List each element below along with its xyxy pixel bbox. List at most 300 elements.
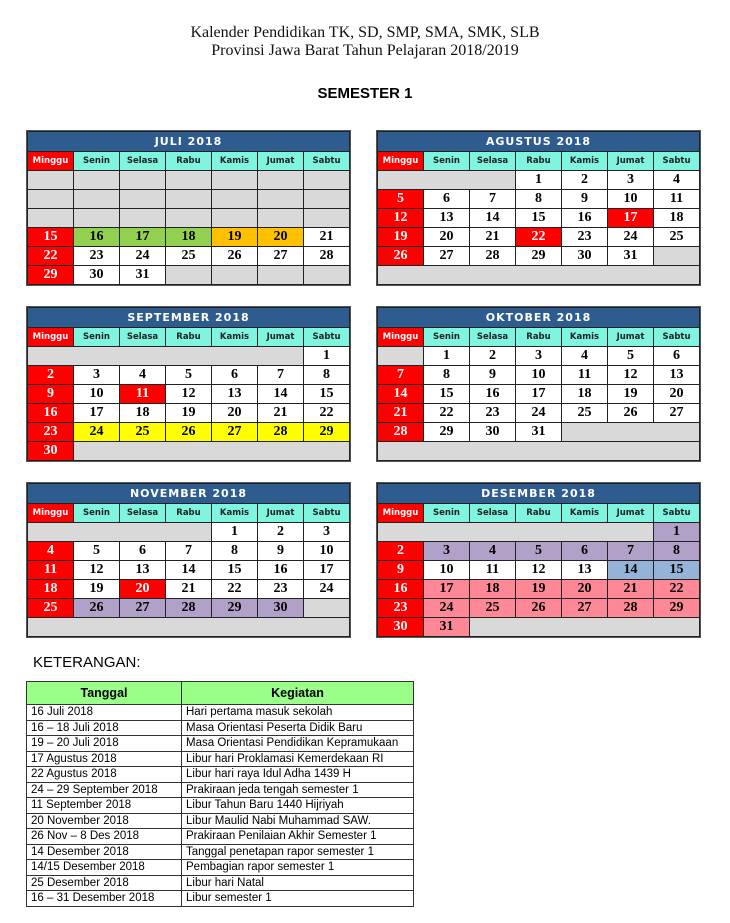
day-name-header: Sabtu [654, 328, 700, 347]
empty-cell [28, 209, 74, 228]
day-name-header: Kamis [562, 328, 608, 347]
day-cell: 6 [424, 190, 470, 209]
empty-cell [74, 209, 120, 228]
week-row [28, 247, 350, 266]
week-row [378, 266, 700, 285]
day-cell: 9 [562, 190, 608, 209]
day-cell: 6 [562, 542, 608, 561]
day-name-header: Senin [74, 328, 120, 347]
table-row [27, 860, 414, 876]
day-cell: 17 [304, 561, 350, 580]
month-title: DESEMBER 2018 [378, 484, 700, 504]
empty-cell [28, 190, 74, 209]
empty-cell [654, 247, 700, 266]
day-cell: 19 [608, 385, 654, 404]
month-calendar [376, 306, 701, 462]
day-name-header: Jumat [258, 504, 304, 523]
empty-cell [74, 171, 120, 190]
day-cell: 1 [212, 523, 258, 542]
week-row [378, 404, 700, 423]
week-row [28, 171, 350, 190]
day-name-header: Jumat [608, 328, 654, 347]
day-cell: 10 [304, 542, 350, 561]
week-row [28, 523, 350, 542]
empty-cell [28, 523, 212, 542]
activity-cell: Libur Maulid Nabi Muhammad SAW. [182, 813, 414, 829]
day-name-header: Sabtu [304, 504, 350, 523]
day-cell: 10 [74, 385, 120, 404]
day-cell: 17 [424, 580, 470, 599]
month-calendar [26, 130, 351, 286]
week-row [378, 423, 700, 442]
day-cell: 22 [212, 580, 258, 599]
week-row [28, 266, 350, 285]
activity-cell: Masa Orientasi Pendidikan Kepramukaan [182, 736, 414, 752]
day-cell: 2 [562, 171, 608, 190]
day-name-header: Selasa [120, 152, 166, 171]
day-cell: 25 [166, 247, 212, 266]
week-row [28, 599, 350, 618]
day-cell: 15 [304, 385, 350, 404]
week-row [28, 228, 350, 247]
activity-cell: Prakiraan Penilaian Akhir Semester 1 [182, 829, 414, 845]
day-cell: 23 [562, 228, 608, 247]
day-cell: 30 [378, 618, 424, 637]
day-cell: 5 [516, 542, 562, 561]
day-name-header: Minggu [378, 328, 424, 347]
day-cell: 8 [304, 366, 350, 385]
day-cell: 25 [120, 423, 166, 442]
week-row [378, 523, 700, 542]
day-cell: 18 [28, 580, 74, 599]
day-cell: 20 [120, 580, 166, 599]
day-cell: 12 [516, 561, 562, 580]
day-cell: 14 [258, 385, 304, 404]
day-cell: 6 [212, 366, 258, 385]
day-cell: 3 [608, 171, 654, 190]
week-row [378, 580, 700, 599]
day-cell: 24 [120, 247, 166, 266]
week-row [28, 190, 350, 209]
day-cell: 28 [378, 423, 424, 442]
table-row [27, 751, 414, 767]
date-cell: 16 – 31 Desember 2018 [27, 891, 182, 907]
week-row [378, 385, 700, 404]
day-cell: 10 [516, 366, 562, 385]
column-header-activity: Kegiatan [182, 682, 414, 705]
day-cell: 24 [608, 228, 654, 247]
day-cell: 24 [516, 404, 562, 423]
activity-cell: Libur hari Proklamasi Kemerdekaan RI [182, 751, 414, 767]
month-calendar [376, 130, 701, 286]
day-cell: 5 [378, 190, 424, 209]
day-cell: 30 [28, 442, 74, 461]
day-name-header: Minggu [378, 504, 424, 523]
day-cell: 8 [516, 190, 562, 209]
week-row [378, 561, 700, 580]
column-header-date: Tanggal [27, 682, 182, 705]
day-cell: 4 [28, 542, 74, 561]
table-row [27, 736, 414, 752]
table-row [27, 875, 414, 891]
day-cell: 1 [654, 523, 700, 542]
empty-cell [166, 266, 212, 285]
day-cell: 12 [608, 366, 654, 385]
day-cell: 2 [470, 347, 516, 366]
day-name-header: Minggu [378, 152, 424, 171]
week-row [28, 442, 350, 461]
day-name-header: Kamis [212, 152, 258, 171]
day-name-header: Selasa [120, 504, 166, 523]
legend-heading: KETERANGAN: [33, 654, 141, 671]
day-name-header: Jumat [258, 152, 304, 171]
day-cell: 25 [562, 404, 608, 423]
day-cell: 20 [654, 385, 700, 404]
day-cell: 15 [424, 385, 470, 404]
day-cell: 25 [654, 228, 700, 247]
day-cell: 13 [562, 561, 608, 580]
day-cell: 18 [562, 385, 608, 404]
day-cell: 24 [304, 580, 350, 599]
week-row [378, 228, 700, 247]
date-cell: 20 November 2018 [27, 813, 182, 829]
week-row [28, 404, 350, 423]
empty-cell [212, 266, 258, 285]
day-cell: 10 [608, 190, 654, 209]
empty-cell [378, 266, 700, 285]
day-name-header: Kamis [212, 504, 258, 523]
month-title: JULI 2018 [28, 132, 350, 152]
week-row [378, 209, 700, 228]
day-cell: 27 [654, 404, 700, 423]
day-cell: 29 [28, 266, 74, 285]
day-cell: 19 [378, 228, 424, 247]
day-cell: 14 [470, 209, 516, 228]
day-name-header: Rabu [516, 328, 562, 347]
date-cell: 14 Desember 2018 [27, 844, 182, 860]
day-cell: 6 [654, 347, 700, 366]
day-cell: 29 [212, 599, 258, 618]
empty-cell [28, 171, 74, 190]
day-cell: 7 [378, 366, 424, 385]
day-cell: 7 [166, 542, 212, 561]
day-cell: 22 [424, 404, 470, 423]
day-cell: 24 [74, 423, 120, 442]
day-cell: 13 [424, 209, 470, 228]
week-row [28, 542, 350, 561]
week-row [28, 209, 350, 228]
day-name-header: Minggu [28, 152, 74, 171]
day-cell: 17 [608, 209, 654, 228]
activity-cell: Hari pertama masuk sekolah [182, 705, 414, 721]
day-cell: 28 [166, 599, 212, 618]
day-cell: 30 [562, 247, 608, 266]
date-cell: 26 Nov – 8 Des 2018 [27, 829, 182, 845]
day-cell: 11 [470, 561, 516, 580]
day-cell: 1 [516, 171, 562, 190]
activity-cell: Pembagian rapor semester 1 [182, 860, 414, 876]
day-cell: 8 [424, 366, 470, 385]
week-row [378, 542, 700, 561]
day-cell: 13 [212, 385, 258, 404]
day-cell: 19 [516, 580, 562, 599]
legend-table [26, 681, 414, 907]
day-cell: 3 [516, 347, 562, 366]
week-row [378, 190, 700, 209]
month-title: SEPTEMBER 2018 [28, 308, 350, 328]
day-cell: 11 [28, 561, 74, 580]
table-row [27, 798, 414, 814]
day-cell: 4 [120, 366, 166, 385]
empty-cell [166, 209, 212, 228]
date-cell: 22 Agustus 2018 [27, 767, 182, 783]
empty-cell [28, 347, 304, 366]
day-cell: 1 [304, 347, 350, 366]
empty-cell [212, 209, 258, 228]
day-cell: 17 [74, 404, 120, 423]
day-cell: 14 [166, 561, 212, 580]
day-name-header: Rabu [516, 152, 562, 171]
empty-cell [258, 190, 304, 209]
month-title: AGUSTUS 2018 [378, 132, 700, 152]
empty-cell [74, 442, 350, 461]
month-title: NOVEMBER 2018 [28, 484, 350, 504]
day-name-header: Kamis [212, 328, 258, 347]
day-cell: 27 [424, 247, 470, 266]
empty-cell [120, 190, 166, 209]
day-name-header: Selasa [470, 328, 516, 347]
day-cell: 31 [516, 423, 562, 442]
week-row [378, 171, 700, 190]
table-row [27, 829, 414, 845]
month-title: OKTOBER 2018 [378, 308, 700, 328]
day-cell: 29 [424, 423, 470, 442]
day-cell: 9 [470, 366, 516, 385]
table-row [27, 720, 414, 736]
day-cell: 1 [424, 347, 470, 366]
day-cell: 27 [562, 599, 608, 618]
day-cell: 13 [120, 561, 166, 580]
day-cell: 30 [470, 423, 516, 442]
day-cell: 26 [212, 247, 258, 266]
week-row [378, 347, 700, 366]
day-name-header: Sabtu [304, 152, 350, 171]
day-cell: 20 [562, 580, 608, 599]
empty-cell [212, 171, 258, 190]
empty-cell [470, 618, 700, 637]
day-cell: 21 [258, 404, 304, 423]
activity-cell: Libur Tahun Baru 1440 Hijriyah [182, 798, 414, 814]
day-cell: 21 [470, 228, 516, 247]
day-cell: 26 [378, 247, 424, 266]
day-cell: 16 [28, 404, 74, 423]
day-cell: 29 [516, 247, 562, 266]
day-cell: 15 [212, 561, 258, 580]
day-cell: 3 [74, 366, 120, 385]
day-cell: 27 [258, 247, 304, 266]
empty-cell [28, 618, 350, 637]
week-row [28, 347, 350, 366]
day-cell: 28 [258, 423, 304, 442]
day-name-header: Kamis [562, 152, 608, 171]
empty-cell [166, 171, 212, 190]
week-row [378, 442, 700, 461]
date-cell: 19 – 20 Juli 2018 [27, 736, 182, 752]
semester-heading: SEMESTER 1 [317, 85, 413, 102]
day-name-header: Senin [424, 152, 470, 171]
day-cell: 24 [424, 599, 470, 618]
day-cell: 8 [654, 542, 700, 561]
empty-cell [304, 190, 350, 209]
day-cell: 19 [212, 228, 258, 247]
day-cell: 17 [120, 228, 166, 247]
day-cell: 23 [74, 247, 120, 266]
day-cell: 31 [120, 266, 166, 285]
day-cell: 14 [378, 385, 424, 404]
day-cell: 27 [120, 599, 166, 618]
day-cell: 29 [654, 599, 700, 618]
day-cell: 7 [470, 190, 516, 209]
date-cell: 16 – 18 Juli 2018 [27, 720, 182, 736]
day-cell: 12 [166, 385, 212, 404]
week-row [378, 618, 700, 637]
week-row [378, 247, 700, 266]
day-cell: 18 [470, 580, 516, 599]
day-cell: 4 [654, 171, 700, 190]
day-cell: 15 [28, 228, 74, 247]
day-cell: 16 [74, 228, 120, 247]
day-cell: 11 [562, 366, 608, 385]
day-name-header: Jumat [608, 152, 654, 171]
day-cell: 20 [424, 228, 470, 247]
table-row [27, 767, 414, 783]
activity-cell: Tanggal penetapan rapor semester 1 [182, 844, 414, 860]
empty-cell [258, 266, 304, 285]
day-cell: 9 [378, 561, 424, 580]
day-cell: 26 [166, 423, 212, 442]
day-cell: 25 [28, 599, 74, 618]
day-cell: 22 [28, 247, 74, 266]
day-name-header: Selasa [470, 504, 516, 523]
day-cell: 30 [74, 266, 120, 285]
empty-cell [562, 423, 700, 442]
date-cell: 17 Agustus 2018 [27, 751, 182, 767]
day-cell: 4 [562, 347, 608, 366]
day-cell: 7 [608, 542, 654, 561]
day-name-header: Sabtu [654, 504, 700, 523]
empty-cell [304, 209, 350, 228]
date-cell: 11 September 2018 [27, 798, 182, 814]
table-row [27, 844, 414, 860]
empty-cell [212, 190, 258, 209]
day-cell: 26 [608, 404, 654, 423]
day-cell: 23 [258, 580, 304, 599]
day-cell: 23 [470, 404, 516, 423]
day-cell: 31 [608, 247, 654, 266]
date-cell: 16 Juli 2018 [27, 705, 182, 721]
day-cell: 17 [516, 385, 562, 404]
day-cell: 3 [304, 523, 350, 542]
day-cell: 12 [74, 561, 120, 580]
day-cell: 20 [212, 404, 258, 423]
day-cell: 25 [470, 599, 516, 618]
day-cell: 21 [378, 404, 424, 423]
empty-cell [166, 190, 212, 209]
day-cell: 26 [516, 599, 562, 618]
table-row [27, 813, 414, 829]
day-name-header: Rabu [166, 504, 212, 523]
day-name-header: Senin [74, 504, 120, 523]
document-title: Kalender Pendidikan TK, SD, SMP, SMA, SMK, SLB [190, 24, 540, 41]
day-name-header: Sabtu [654, 152, 700, 171]
document-subtitle: Provinsi Jawa Barat Tahun Pelajaran 2018/2019 [211, 42, 519, 59]
empty-cell [258, 209, 304, 228]
day-cell: 7 [258, 366, 304, 385]
date-cell: 14/15 Desember 2018 [27, 860, 182, 876]
month-calendar [26, 482, 351, 638]
day-cell: 9 [28, 385, 74, 404]
day-name-header: Jumat [258, 328, 304, 347]
day-name-header: Senin [424, 328, 470, 347]
week-row [28, 618, 350, 637]
table-row [27, 891, 414, 907]
activity-cell: Masa Orientasi Peserta Didik Baru [182, 720, 414, 736]
day-cell: 23 [28, 423, 74, 442]
day-cell: 16 [378, 580, 424, 599]
day-cell: 11 [654, 190, 700, 209]
day-cell: 5 [74, 542, 120, 561]
day-cell: 16 [470, 385, 516, 404]
day-name-header: Rabu [166, 152, 212, 171]
day-cell: 14 [608, 561, 654, 580]
day-cell: 2 [378, 542, 424, 561]
week-row [378, 366, 700, 385]
day-cell: 28 [470, 247, 516, 266]
empty-cell [378, 347, 424, 366]
day-cell: 23 [378, 599, 424, 618]
day-cell: 18 [120, 404, 166, 423]
day-cell: 18 [166, 228, 212, 247]
day-name-header: Rabu [516, 504, 562, 523]
day-name-header: Minggu [28, 328, 74, 347]
date-cell: 24 – 29 September 2018 [27, 782, 182, 798]
day-cell: 28 [304, 247, 350, 266]
day-cell: 8 [212, 542, 258, 561]
day-cell: 21 [304, 228, 350, 247]
day-cell: 11 [120, 385, 166, 404]
day-cell: 26 [74, 599, 120, 618]
day-cell: 15 [516, 209, 562, 228]
day-cell: 12 [378, 209, 424, 228]
day-cell: 19 [166, 404, 212, 423]
day-cell: 16 [258, 561, 304, 580]
day-name-header: Rabu [166, 328, 212, 347]
week-row [28, 423, 350, 442]
day-cell: 21 [608, 580, 654, 599]
day-cell: 2 [28, 366, 74, 385]
day-name-header: Senin [424, 504, 470, 523]
week-row [28, 561, 350, 580]
day-name-header: Jumat [608, 504, 654, 523]
activity-cell: Libur hari Natal [182, 875, 414, 891]
empty-cell [74, 190, 120, 209]
week-row [28, 580, 350, 599]
day-name-header: Sabtu [304, 328, 350, 347]
day-name-header: Senin [74, 152, 120, 171]
day-name-header: Minggu [28, 504, 74, 523]
activity-cell: Libur hari raya Idul Adha 1439 H [182, 767, 414, 783]
table-row [27, 705, 414, 721]
